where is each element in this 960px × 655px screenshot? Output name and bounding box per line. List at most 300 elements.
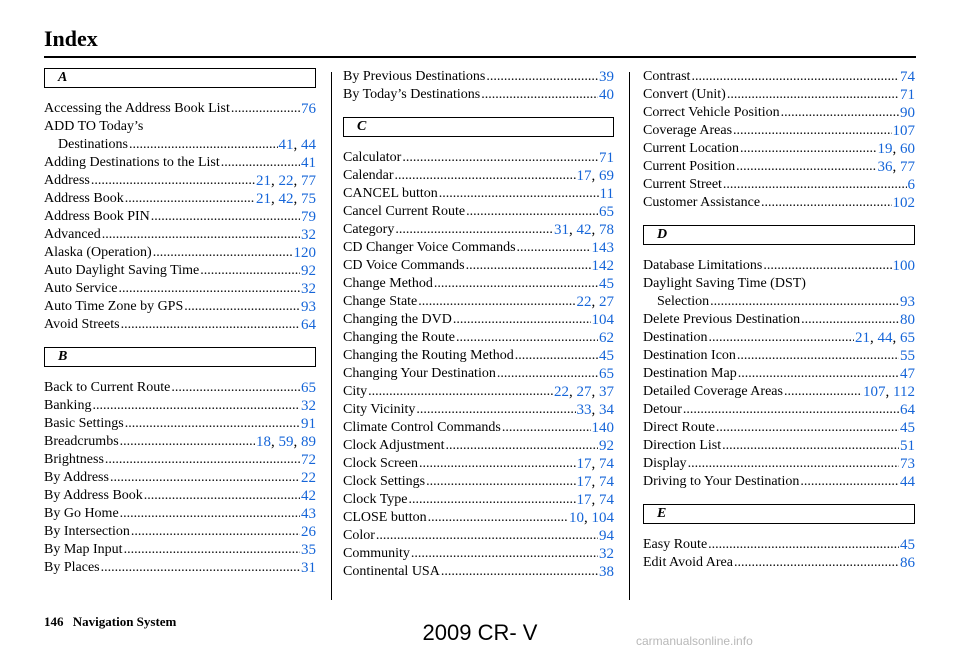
page-link[interactable]: 21 (256, 173, 271, 189)
page-separator: , (591, 222, 599, 238)
entry-label: Clock Adjustment (343, 438, 445, 453)
page-link[interactable]: 91 (301, 416, 316, 432)
page-separator: , (591, 474, 599, 490)
index-entry (643, 554, 915, 572)
page-link[interactable]: 33 (576, 402, 592, 418)
page-link[interactable]: 64 (301, 317, 316, 333)
dot-leader (131, 523, 300, 541)
dot-leader (91, 172, 255, 190)
index-entry (343, 455, 614, 473)
index-entry (643, 383, 915, 401)
page-link[interactable]: 32 (301, 398, 316, 414)
page-link[interactable]: 77 (301, 173, 316, 189)
index-entry (44, 469, 316, 487)
entry-pages (592, 239, 615, 257)
page-link[interactable]: 100 (892, 258, 915, 274)
section-letter-c: C (343, 117, 614, 137)
index-column-2 (343, 68, 614, 581)
entry-pages (599, 563, 614, 581)
index-column-3 (643, 68, 915, 572)
page-link[interactable]: 104 (591, 312, 614, 328)
entry-pages (301, 262, 316, 280)
entry-label: Display (643, 456, 687, 471)
page-link[interactable]: 72 (301, 452, 316, 468)
page-link[interactable]: 104 (591, 510, 614, 526)
page-link[interactable]: 10 (569, 510, 584, 526)
entry-pages (301, 505, 316, 523)
dot-leader (92, 397, 300, 415)
page-separator: , (569, 384, 577, 400)
entry-pages (301, 208, 316, 226)
page-link[interactable]: 35 (301, 542, 316, 558)
page-link[interactable]: 22 (301, 470, 316, 486)
entry-pages (855, 329, 915, 347)
entry-pages (301, 379, 316, 397)
dot-leader (456, 329, 598, 347)
entry-label: Current Location (643, 141, 740, 156)
entry-pages (279, 136, 317, 154)
page-link[interactable]: 65 (599, 204, 614, 220)
index-entry (44, 118, 316, 136)
index-entry (343, 527, 614, 545)
index-entry (44, 262, 316, 280)
entry-pages (878, 158, 916, 176)
index-entry (643, 158, 915, 176)
entry-label: Database Limitations (643, 258, 763, 273)
footer-section: Navigation System (72, 614, 177, 629)
index-entry (343, 68, 614, 86)
section-gap (643, 491, 915, 504)
entry-label: City (343, 384, 368, 399)
entry-pages (294, 244, 317, 262)
entry-pages (577, 401, 615, 419)
index-entry (44, 415, 316, 433)
title-rule (44, 56, 916, 58)
entry-pages (301, 487, 316, 505)
page-link[interactable]: 27 (576, 384, 592, 400)
page-separator: , (892, 330, 900, 346)
entry-pages (577, 455, 615, 473)
page-link[interactable]: 93 (900, 294, 915, 310)
section-gap (343, 104, 614, 117)
page-separator: , (885, 384, 894, 400)
index-entry (343, 257, 614, 275)
index-column-1 (44, 68, 316, 577)
page-link[interactable]: 43 (301, 506, 316, 522)
entry-label: Direction List (643, 438, 722, 453)
index-entry (343, 563, 614, 581)
index-entry (44, 397, 316, 415)
page-link[interactable]: 32 (301, 281, 316, 297)
dot-leader (419, 455, 575, 473)
page-link[interactable]: 86 (900, 555, 915, 571)
page-link[interactable]: 55 (900, 348, 915, 364)
dot-leader (171, 379, 300, 397)
dot-leader (376, 527, 598, 545)
page-link[interactable]: 78 (599, 222, 614, 238)
entry-pages (900, 473, 915, 491)
entry-pages (599, 86, 614, 104)
dot-leader (118, 280, 300, 298)
dot-leader (716, 419, 899, 437)
page-link[interactable]: 107 (863, 384, 886, 400)
page-link[interactable]: 22 (278, 173, 294, 189)
index-entry (44, 559, 316, 577)
page-link[interactable]: 45 (900, 420, 915, 436)
index-entry (343, 329, 614, 347)
page-link[interactable]: 74 (599, 474, 614, 490)
page-link[interactable]: 44 (877, 330, 893, 346)
entry-pages (900, 401, 915, 419)
entry-label: Changing Your Destination (343, 366, 496, 381)
entry-label: Coverage Areas (643, 123, 733, 138)
dot-leader (368, 383, 553, 401)
entry-pages (301, 280, 316, 298)
index-entry (44, 487, 316, 505)
index-entry (44, 280, 316, 298)
entry-pages (256, 172, 316, 190)
dot-leader (453, 311, 591, 329)
page-link[interactable]: 11 (599, 186, 614, 202)
page-link[interactable]: 22 (576, 294, 592, 310)
index-entry (343, 167, 614, 185)
index-entry (44, 208, 316, 226)
page-link[interactable]: 17 (576, 492, 592, 508)
entry-pages (577, 491, 615, 509)
dot-leader (800, 473, 899, 491)
dot-leader (125, 190, 255, 208)
dot-leader (102, 226, 300, 244)
index-entry (643, 437, 915, 455)
entry-pages (592, 311, 615, 329)
index-entry (643, 455, 915, 473)
entry-label: CLOSE button (343, 510, 427, 525)
page-link[interactable]: 73 (900, 456, 915, 472)
entry-label: By Go Home (44, 506, 119, 521)
page-link[interactable]: 92 (301, 263, 316, 279)
dot-leader (124, 541, 300, 559)
page-link[interactable]: 143 (591, 240, 614, 256)
page-link[interactable]: 65 (900, 330, 915, 346)
page-link[interactable]: 69 (599, 168, 614, 184)
dot-leader (408, 491, 575, 509)
index-entry (343, 365, 614, 383)
index-entry (643, 311, 915, 329)
index-entry (343, 437, 614, 455)
dot-leader (434, 275, 598, 293)
page-link[interactable]: 120 (293, 245, 316, 261)
entry-pages (599, 203, 614, 221)
page-link[interactable]: 140 (591, 420, 614, 436)
page-link[interactable]: 89 (301, 434, 316, 450)
page-link[interactable]: 142 (591, 258, 614, 274)
entry-label: Clock Screen (343, 456, 419, 471)
entry-pages (893, 122, 916, 140)
dot-leader (738, 365, 899, 383)
dot-leader (497, 365, 598, 383)
dot-leader (683, 401, 899, 419)
page-link[interactable]: 32 (599, 546, 614, 562)
dot-leader (481, 86, 598, 104)
entry-label: By Address (44, 470, 109, 485)
dot-leader (763, 257, 891, 275)
index-entry (44, 244, 316, 262)
dot-leader (446, 437, 599, 455)
section-gap (44, 334, 316, 347)
dot-leader (439, 185, 599, 203)
dot-leader (125, 415, 300, 433)
page-separator: , (591, 384, 599, 400)
page-link[interactable]: 26 (301, 524, 316, 540)
entry-label: Continental USA (343, 564, 440, 579)
page-link[interactable]: 51 (900, 438, 915, 454)
entry-label: Selection (657, 294, 710, 309)
dot-leader (734, 554, 899, 572)
entry-label: Calculator (343, 150, 402, 165)
entry-label: Calendar (343, 168, 394, 183)
page-link[interactable]: 34 (599, 402, 614, 418)
index-entry (343, 149, 614, 167)
entry-label: Current Street (643, 177, 722, 192)
entry-label: Changing the Route (343, 330, 455, 345)
dot-leader (151, 208, 300, 226)
entry-label: Advanced (44, 227, 101, 242)
page-link[interactable]: 71 (900, 87, 915, 103)
page-link[interactable]: 17 (576, 456, 592, 472)
entry-pages (900, 293, 915, 311)
entry-pages (301, 469, 316, 487)
entry-label: Auto Time Zone by GPS (44, 299, 184, 314)
page-link[interactable]: 94 (599, 528, 614, 544)
page-link[interactable]: 37 (599, 384, 614, 400)
dot-leader (502, 419, 591, 437)
dot-leader (784, 383, 862, 401)
watermark-site: carmanualsonline.info (636, 634, 753, 648)
page-separator: , (591, 168, 599, 184)
page-link[interactable]: 45 (599, 348, 614, 364)
page-link[interactable]: 59 (278, 434, 294, 450)
index-entry (44, 523, 316, 541)
entry-pages (599, 527, 614, 545)
watermark: 2009 CR- V (422, 620, 538, 645)
page-separator: , (591, 492, 599, 508)
page-link[interactable]: 107 (892, 123, 915, 139)
page-separator: , (591, 402, 599, 418)
page-separator: , (293, 434, 301, 450)
entry-pages (599, 275, 614, 293)
page-link[interactable]: 31 (554, 222, 569, 238)
entry-pages (301, 100, 316, 118)
index-entry (643, 140, 915, 158)
index-entry (643, 86, 915, 104)
page-link[interactable]: 42 (301, 488, 316, 504)
entry-label: By Map Input (44, 542, 123, 557)
dot-leader (129, 136, 278, 154)
index-entry (643, 122, 915, 140)
entry-label: Clock Settings (343, 474, 426, 489)
dot-leader (709, 329, 854, 347)
entry-label: Address Book PIN (44, 209, 150, 224)
page-link[interactable]: 102 (892, 195, 915, 211)
page-link[interactable]: 41 (278, 137, 294, 153)
entry-pages (569, 509, 614, 527)
page-link[interactable]: 65 (599, 366, 614, 382)
entry-pages (301, 298, 316, 316)
index-entry (343, 185, 614, 203)
entry-pages (256, 433, 316, 451)
page-link[interactable]: 42 (278, 191, 294, 207)
dot-leader (486, 68, 598, 86)
index-entry (343, 221, 614, 239)
section-letter-e: E (643, 504, 915, 524)
page-link[interactable]: 21 (855, 330, 870, 346)
entry-pages (900, 347, 915, 365)
page-link[interactable]: 60 (900, 141, 915, 157)
entry-label: Address (44, 173, 90, 188)
entry-pages (900, 311, 915, 329)
page-link[interactable]: 40 (599, 87, 614, 103)
index-entry (643, 401, 915, 419)
dot-leader (466, 257, 591, 275)
page-link[interactable]: 74 (599, 456, 614, 472)
index-entry (643, 365, 915, 383)
dot-leader (120, 505, 300, 523)
entry-pages (900, 365, 915, 383)
page-separator: , (293, 191, 301, 207)
page-link[interactable]: 64 (900, 402, 915, 418)
page-link[interactable]: 90 (900, 105, 915, 121)
index-entry (643, 419, 915, 437)
index-entry (44, 451, 316, 469)
entry-label: Avoid Streets (44, 317, 120, 332)
page-link[interactable]: 45 (599, 276, 614, 292)
entry-label: Brightness (44, 452, 104, 467)
entry-label: CD Voice Commands (343, 258, 465, 273)
dot-leader (231, 100, 300, 118)
entry-label: By Previous Destinations (343, 69, 486, 84)
page-link[interactable]: 39 (599, 69, 614, 85)
index-entry (44, 433, 316, 451)
index-entry (44, 100, 316, 118)
dot-leader (722, 437, 899, 455)
page-link[interactable]: 44 (301, 137, 316, 153)
page-link[interactable]: 47 (900, 366, 915, 382)
entry-label: Daylight Saving Time (DST) (643, 276, 806, 291)
page-link[interactable]: 22 (554, 384, 569, 400)
page-link[interactable]: 27 (599, 294, 614, 310)
entry-label: Destination Map (643, 366, 737, 381)
entry-label: Easy Route (643, 537, 708, 552)
index-entry (44, 298, 316, 316)
dot-leader (761, 194, 891, 212)
page-link[interactable]: 18 (256, 434, 271, 450)
index-entry (643, 536, 915, 554)
index-entry (343, 491, 614, 509)
index-entry (343, 203, 614, 221)
page-link[interactable]: 75 (301, 191, 316, 207)
entry-pages (592, 419, 615, 437)
page-link[interactable]: 6 (907, 177, 915, 193)
entry-pages (900, 68, 915, 86)
dot-leader (418, 293, 575, 311)
index-entry (343, 383, 614, 401)
entry-label: Delete Previous Destination (643, 312, 801, 327)
page-link[interactable]: 31 (301, 560, 316, 576)
entry-label: Detour (643, 402, 682, 417)
dot-leader (395, 167, 576, 185)
page-link[interactable]: 93 (301, 299, 316, 315)
entry-pages (301, 415, 316, 433)
entry-pages (301, 154, 316, 172)
page-separator: , (293, 173, 301, 189)
entry-pages (900, 437, 915, 455)
dot-leader (781, 104, 899, 122)
entry-label: Breadcrumbs (44, 434, 119, 449)
dot-leader (517, 239, 591, 257)
entry-label: Color (343, 528, 375, 543)
entry-pages (599, 365, 614, 383)
dot-leader (416, 401, 575, 419)
page-link[interactable]: 44 (900, 474, 915, 490)
page-link[interactable]: 45 (900, 537, 915, 553)
page-link[interactable]: 19 (877, 141, 893, 157)
page-link[interactable]: 92 (599, 438, 614, 454)
page-link[interactable]: 77 (900, 159, 915, 175)
column-divider (629, 72, 630, 600)
page-link[interactable]: 38 (599, 564, 614, 580)
page-link[interactable]: 36 (877, 159, 893, 175)
entry-label: Back to Current Route (44, 380, 171, 395)
entry-pages (599, 329, 614, 347)
entry-label: Edit Avoid Area (643, 555, 733, 570)
dot-leader (441, 563, 598, 581)
entry-label: Customer Assistance (643, 195, 761, 210)
page-link[interactable]: 65 (301, 380, 316, 396)
page-link[interactable]: 112 (893, 384, 915, 400)
page-link[interactable]: 17 (576, 474, 592, 490)
entry-label: City Vicinity (343, 402, 416, 417)
page-link[interactable]: 42 (576, 222, 592, 238)
entry-pages (599, 347, 614, 365)
page-link[interactable]: 41 (301, 155, 316, 171)
entry-label: Change Method (343, 276, 433, 291)
entry-label: Changing the Routing Method (343, 348, 514, 363)
entry-pages (900, 536, 915, 554)
page-link[interactable]: 79 (301, 209, 316, 225)
entry-label: Contrast (643, 69, 691, 84)
index-entry (343, 545, 614, 563)
page-link[interactable]: 62 (599, 330, 614, 346)
entry-pages (301, 316, 316, 334)
page-title: Index (44, 26, 98, 51)
page-link[interactable]: 21 (256, 191, 271, 207)
entry-pages (577, 167, 615, 185)
page-link[interactable]: 74 (599, 492, 614, 508)
dot-leader (736, 158, 876, 176)
page-link[interactable]: 80 (900, 312, 915, 328)
index-entry (44, 190, 316, 208)
dot-leader (515, 347, 598, 365)
page-link[interactable]: 76 (301, 101, 316, 117)
entry-pages (554, 221, 614, 239)
index-entry (44, 226, 316, 244)
page-link[interactable]: 32 (301, 227, 316, 243)
entry-label: CD Changer Voice Commands (343, 240, 516, 255)
page-link[interactable]: 71 (599, 150, 614, 166)
page-link[interactable]: 74 (900, 69, 915, 85)
page-link[interactable]: 17 (576, 168, 592, 184)
index-entry (643, 293, 915, 311)
